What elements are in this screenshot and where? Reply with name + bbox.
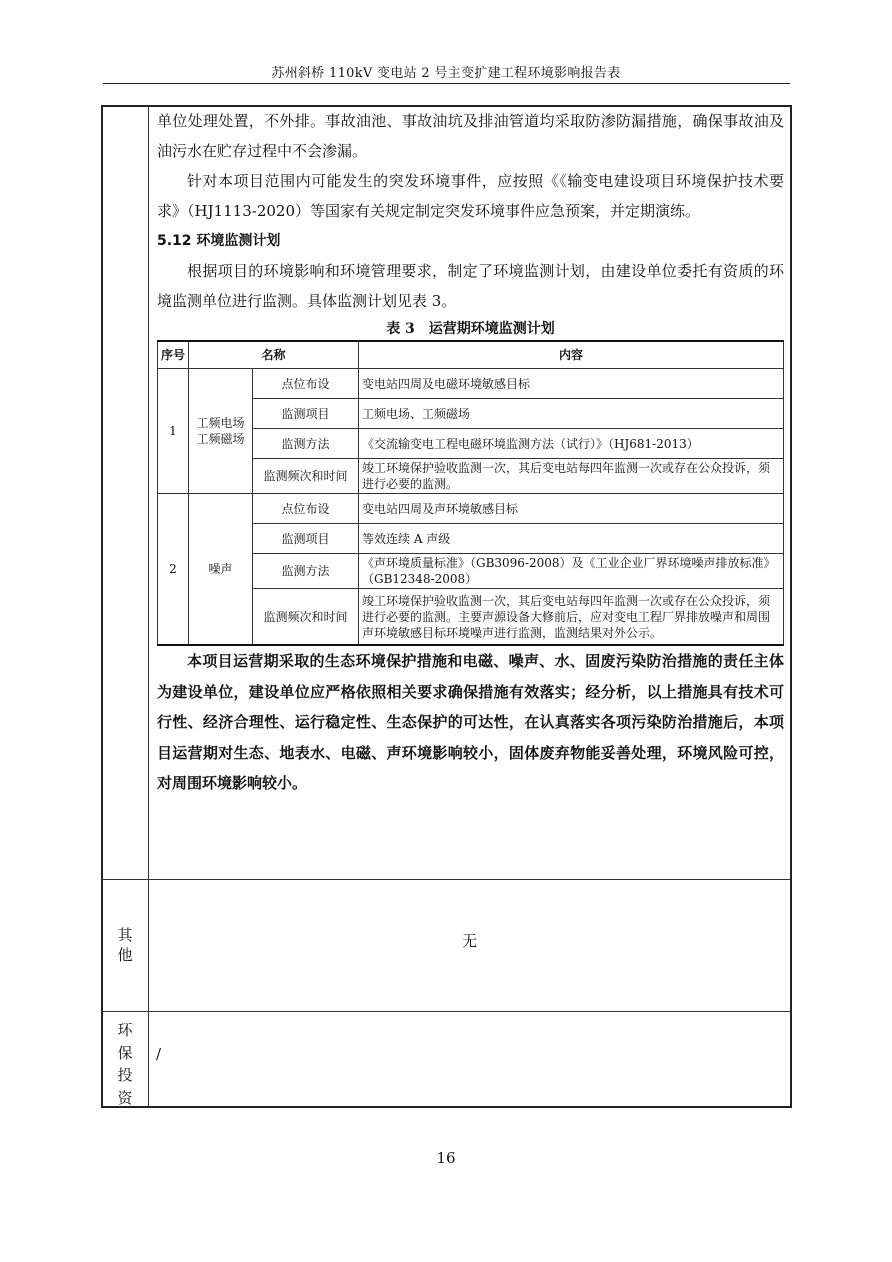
table-cell-item: 监测频次和时间 xyxy=(253,459,359,494)
paragraph-monitoring-intro: 根据项目的环境影响和环境管理要求，制定了环境监测计划，由建设单位委托有资质的环境监测单位进行监测。具体监测计划见表 3。 xyxy=(157,262,784,310)
row-label-investment-line1: 环 xyxy=(117,1021,133,1039)
paragraph-emergency-plan: 针对本项目范围内可能发生的突发环境事件，应按照《《输变电建设项目环境保护技术要求》（HJ1113-2020）等国家有关规定制定突发环境事件应急预案，并定期演练。 xyxy=(157,172,784,220)
table-cell-item: 监测频次和时间 xyxy=(253,589,359,646)
table-cell-item: 点位布设 xyxy=(253,494,359,524)
header-divider xyxy=(103,83,790,84)
row-label-other-line1: 其 xyxy=(117,926,133,944)
table-row xyxy=(158,369,784,399)
group-1-name-line2: 工频磁场 xyxy=(196,432,245,446)
table-header-row xyxy=(158,341,784,369)
table-cell-content: 变电站四周及电磁环境敏感目标 xyxy=(359,369,784,399)
group-2-no: 2 xyxy=(158,494,189,646)
paragraph-summary: 本项目运营期采取的生态环境保护措施和电磁、噪声、水、固废污染防治措施的责任主体为建设单位，建设单位应严格依照相关要求确保措施有效落实；经分析，以上措施具有技术可行性、经济合理性、运行稳定性、生态保护的可达性，在认真落实各项污染防治措施后，本项目运营期对生态、地表水、电磁、声环境影响较小，固体废弃物能妥善处理，环境风险可控，对周围环境影响较小。 xyxy=(157,652,784,792)
measures-content-cell xyxy=(157,106,784,799)
group-1-name-line1: 工频电场 xyxy=(196,416,245,430)
header-content: 内容 xyxy=(359,341,784,369)
table-cell-content: 竣工环境保护验收监测一次，其后变电站每四年监测一次或存在公众投诉，须进行必要的监测。主要声源设备大修前后，应对变电工程厂界排放噪声和周围声环境敏感目标环境噪声进行监测，监测结果对外公示。 xyxy=(359,589,784,646)
group-1-no: 1 xyxy=(158,369,189,494)
label-column-divider xyxy=(148,106,149,1108)
header-no: 序号 xyxy=(158,341,189,369)
row-divider-other xyxy=(102,879,791,880)
table-cell-content: 竣工环境保护验收监测一次，其后变电站每四年监测一次或存在公众投诉，须进行必要的监测。 xyxy=(359,459,784,494)
table-cell-content: 《声环境质量标准》（GB3096-2008）及《工业企业厂界环境噪声排放标准》（GB12348-2008） xyxy=(359,554,784,589)
group-1-name xyxy=(189,369,253,494)
section-heading-monitoring-plan: 5.12 环境监测计划 xyxy=(157,233,281,249)
document-header-title: 苏州斜桥 110kV 变电站 2 号主变扩建工程环境影响报告表 xyxy=(271,66,621,81)
table-cell-content: 变电站四周及声环境敏感目标 xyxy=(359,494,784,524)
table-row xyxy=(158,494,784,524)
row-label-investment-line2: 保 xyxy=(117,1043,133,1062)
row-label-investment xyxy=(102,1019,148,1109)
page-number: 16 xyxy=(436,1149,456,1167)
table-cell-item: 点位布设 xyxy=(253,369,359,399)
other-value: 无 xyxy=(461,932,477,950)
investment-value: / xyxy=(156,1045,162,1063)
row-label-investment-line4: 资 xyxy=(117,1088,133,1107)
table-cell-content: 工频电场、工频磁场 xyxy=(359,399,784,429)
table-cell-item: 监测方法 xyxy=(253,429,359,459)
table-cell-item: 监测项目 xyxy=(253,524,359,554)
table-cell-item: 监测项目 xyxy=(253,399,359,429)
row-label-other-line2: 他 xyxy=(117,946,133,964)
table-cell-content: 《交流输变电工程电磁环境监测方法（试行）》（HJ681-2013） xyxy=(359,429,784,459)
row-divider-investment xyxy=(102,1011,791,1012)
table-cell-content: 等效连续 A 声级 xyxy=(359,524,784,554)
row-label-investment-line3: 投 xyxy=(117,1066,133,1084)
header-name: 名称 xyxy=(189,341,359,369)
paragraph-oil-treatment: 单位处理处置，不外排。事故油池、事故油坑及排油管道均采取防渗防漏措施，确保事故油及油污水在贮存过程中不会渗漏。 xyxy=(157,112,784,160)
row-label-other xyxy=(102,925,148,965)
table-caption: 表 3 运营期环境监测计划 xyxy=(386,321,555,337)
group-2-name: 噪声 xyxy=(189,494,253,646)
monitoring-plan-table xyxy=(157,340,784,646)
table-cell-item: 监测方法 xyxy=(253,554,359,589)
